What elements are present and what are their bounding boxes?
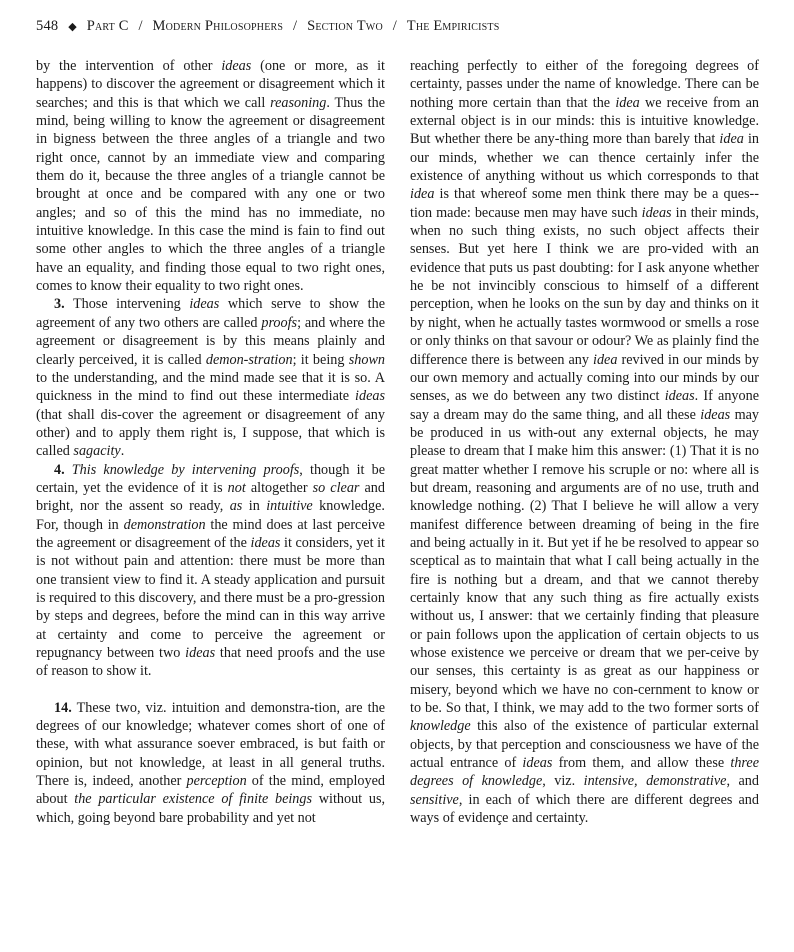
italic-text: ideas: [250, 534, 281, 551]
text-run: , viz.: [542, 773, 584, 790]
text-run: , and: [726, 773, 759, 790]
text-run: , though it be certain, yet the evidence of it is: [36, 461, 385, 496]
header-separator: /: [293, 18, 298, 34]
section-number: 14.: [54, 699, 72, 716]
italic-text: ideas: [185, 645, 216, 661]
paragraph-para-reasoning: [36, 57, 385, 295]
text-run: is that whereof some men think there may be a ques-tion made: because men may have such: [410, 186, 759, 221]
text-run: altogether: [245, 479, 313, 496]
italic-text: sagacity: [73, 443, 121, 460]
italic-text: ideas: [641, 204, 672, 221]
italic-text: ideas: [189, 296, 220, 313]
text-run: of the mind, employed about: [36, 773, 385, 808]
italic-text: the particular existence of finite beings: [74, 791, 313, 808]
header-part: Part C: [86, 18, 129, 34]
header-section: Modern Philosophers: [152, 18, 284, 34]
text-run: which serve to show the agreement of any two others are called: [36, 296, 385, 331]
text-run: by the intervention of other: [36, 58, 222, 74]
section-number: 4.: [54, 461, 65, 478]
paragraph-para-continued: [410, 57, 759, 827]
text-run: the mind does at last perceive the agreement or disagreement of the: [36, 516, 385, 551]
text-run: ; it being: [292, 351, 349, 368]
text-run: reaching perfectly to either of the foregoing degrees of certainty, passes under the name of knowledge. There can be nothing more certain than that the: [410, 58, 759, 111]
text-run: that need proofs and the use of reason to show it.: [36, 645, 385, 680]
text-run: . Thus the mind, being willing to know the agreement or disagreement in bigness between the three angles of a triangle and two right once, cannot by an immediate view and comparing them do it, because the three angles of a triangle cannot be brought at once and be compared with any one or two angles; and so of this the mind has no immediate, no intuitive knowledge. In this case the mind is fain to find out some other angles to which the three angles of a triangle have an equality, and finding those equal to two right ones, comes to know their equality to two right ones.: [36, 94, 385, 295]
text-run: ; and where the agreement or disagreement is by this means plainly and clearly perceived, it is called: [36, 314, 385, 368]
italic-text: idea: [719, 131, 744, 148]
text-run: it considers, yet it is not without pain and attention: there must be more than one transient view to find it. A steady application and pursuit is required to this discovery, and there must be a pro-gression by steps and degrees, before the mind can in this way arrive at certainty and come to perceive the agreement or repugnancy between two: [36, 534, 386, 661]
text-run: may be produced in us with-out any external objects, he may please to dream that I make him this answer: (1) That it is no great matter whether I remove his scruple or no: where all is but dream, reasoning and arguments are of no use, truth and knowledge nothing. (2) That I believe he will allow a very manifest difference between dreaming of being in the fire and being actually in it. But yet if he be resolved to appear so sceptical as to maintain that what I call being actually in the fire is nothing but a dream, and that we cannot thereby certainly know that any such thing as fire actually exists without us, I answer: that we certainly finding that pleasure or pain follows upon the application of certain objects to us whose existence we perceive or dream that we per-ceive by our senses, this certainty is as great as our happiness or misery, beyond which we have no con-cernment to know or to be. So that, I think, we may add to the two former sorts of: [410, 406, 759, 717]
italic-text: ideas: [221, 58, 252, 74]
text-run: [65, 462, 72, 478]
text-run: . If anyone say a dream may do the same thing, and all these: [410, 388, 760, 423]
italic-text: proofs: [261, 314, 298, 331]
italic-text: shown: [348, 351, 385, 368]
italic-text: as: [229, 498, 243, 515]
italic-text: ideas: [522, 755, 553, 772]
italic-text: demon-stration: [205, 351, 293, 368]
italic-text: ideas: [700, 406, 731, 423]
section-number: 3.: [54, 296, 65, 313]
italic-text: intuitive: [266, 498, 313, 515]
italic-text: idea: [615, 94, 640, 111]
text-run: in: [242, 498, 267, 515]
header-separator: /: [392, 18, 397, 34]
text-run: , in each of which there are different degrees and ways of evidençe and certainty.: [410, 791, 759, 827]
text-run: and bright, nor the assent so ready,: [36, 479, 385, 515]
header-separator: /: [138, 18, 143, 34]
italic-text: ideas: [664, 388, 695, 405]
page-number: 548: [36, 18, 59, 34]
italic-text: three degrees of knowledge: [410, 755, 759, 790]
italic-text: perception: [186, 773, 247, 790]
text-run: from them, and allow these: [552, 755, 731, 772]
paragraph-para-4: [36, 461, 385, 681]
text-run: revived in our minds by our own memory and actually coming into our minds by our senses, as we do between any two distinct: [410, 351, 759, 405]
italic-text: This knowledge by intervening proofs: [71, 461, 300, 478]
italic-text: intensive, demonstrative: [583, 773, 727, 790]
text-run: to the understanding, and the mind made see that it is so. A quickness in the mind to find out these intermediate: [36, 369, 385, 405]
italic-text: knowledge: [410, 718, 471, 735]
text-run: we receive from an external object is in our minds: this is intuitive knowledge. But whether there be any-thing more than barely that: [410, 94, 759, 148]
italic-text: so clear: [312, 479, 360, 496]
paragraph-para-14: [36, 699, 385, 827]
italic-text: demonstration: [123, 516, 206, 533]
text-run: without us, which, going beyond bare probability and yet not: [36, 791, 386, 826]
text-run: .: [120, 443, 125, 460]
italic-text: not: [227, 479, 246, 496]
text-run: (one or more, as it happens) to discover the agreement or disagreement which it searches; and this is that which we call: [36, 58, 385, 111]
header-subsection: Section Two: [307, 18, 383, 34]
header-chapter: The Empiricists: [406, 18, 500, 34]
text-run: (that shall dis-cover the agreement or disagreement of any other) and to apply them right is, I suppose, that which is called: [36, 406, 385, 460]
left-column: [36, 57, 385, 827]
italic-text: sensitive: [410, 791, 459, 808]
text-run: Those intervening: [64, 296, 190, 313]
text-run: knowledge. For, though in: [36, 498, 385, 533]
right-column: [410, 57, 759, 827]
text-run: in their minds, when no such thing exists, no such object affects their senses. But yet here I think we are pro-vided with an evidence that puts us past doubting: for I ask anyone whether he be not invincibly conscious to himself of a different perception, when he looks on the sun by day and thinks on it by night, when he actually tastes wormwood or smells a rose or only thinks on that savour or odour? We as plainly find the difference there is between any: [410, 204, 759, 368]
italic-text: idea: [410, 186, 435, 203]
header-bullet: ◆: [68, 21, 77, 33]
italic-text: ideas: [355, 388, 385, 405]
text-run: in our minds, whether we can thence certainly infer the existence of anything without us which corresponds to that: [410, 131, 759, 185]
italic-text: reasoning: [270, 94, 327, 111]
italic-text: idea: [593, 351, 618, 368]
text-run: These two, viz. intuition and demonstra-tion, are the degrees of our knowledge; whatever comes short of one of these, with what assurance soever embraced, is but faith or opinion, but not knowledge, at least in all general truths. There is, indeed, another: [36, 699, 385, 790]
paragraph-para-3: [36, 295, 385, 460]
running-header: [36, 18, 756, 35]
text-run: this also of the existence of particular external objects, by that perception and consciousness we have of the actual entrance of: [410, 718, 759, 772]
